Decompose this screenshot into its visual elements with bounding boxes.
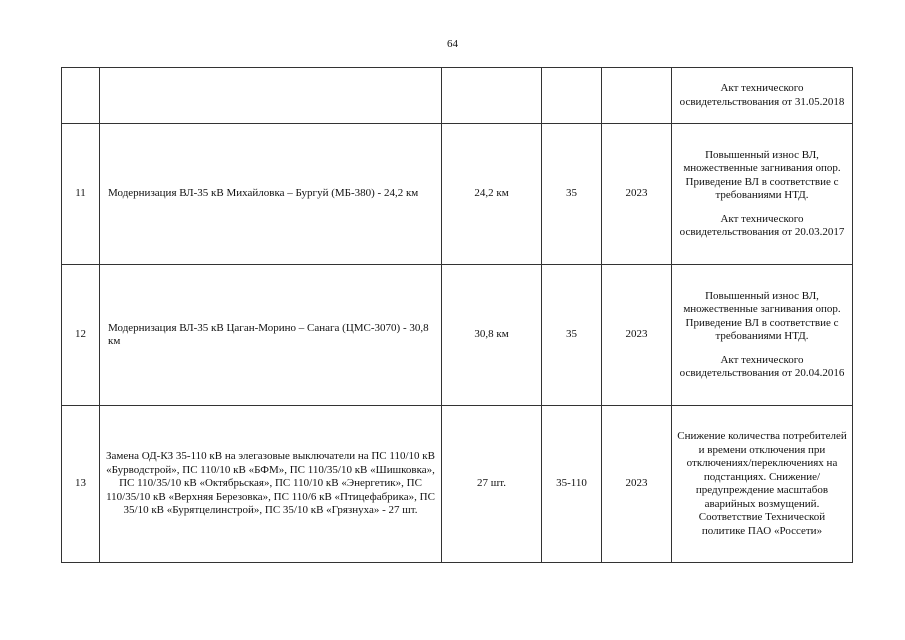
quantity-cell: 24,2 км xyxy=(442,124,542,265)
row-number-cell: 13 xyxy=(62,406,100,563)
voltage-cell: 35 xyxy=(542,124,602,265)
table-row xyxy=(62,265,853,406)
quantity-cell xyxy=(442,68,542,124)
inspection-act-text: Акт технического освидетельствования от 20.04.2016 xyxy=(679,353,845,379)
quantity-cell: 30,8 км xyxy=(442,265,542,406)
year-cell: 2023 xyxy=(602,265,672,406)
inspection-act-text: Акт технического освидетельствования от 31.05.2018 xyxy=(679,82,845,108)
project-name-cell: Замена ОД-КЗ 35-110 кВ на элегазовые выключатели на ПС 110/10 кВ «Бурводстрой», ПС 110/10 кВ «БФМ», ПС 110/35/10 кВ «Шишковка», ПС 110/35/10 кВ «Октябрьская», ПС 110/10 кВ «Энергетик», ПС 110/35/10 кВ «Верхняя Березовка», ПС 110/6 кВ «Птицефабрика», ПС 35/10 кВ «Бурятцелинстрой», ПС 35/10 кВ «Грязнуха» - 27 шт. xyxy=(100,406,442,563)
inspection-act-text: Акт технического освидетельствования от 20.03.2017 xyxy=(679,212,845,238)
justification-text: Повышенный износ ВЛ, множественные загнивания опор. Приведение ВЛ в соответствие с требованиями НТД. xyxy=(683,289,841,342)
justification-text: Снижение количества потребителей и времени отключения при отключениях/переключениях на подстанциях. Снижение/предупреждение масштабов аварийных возмущений. Соответствие Технической политике ПАО «Россети» xyxy=(677,430,847,537)
page-number: 64 xyxy=(447,38,458,50)
project-name-cell: Модернизация ВЛ-35 кВ Цаган-Морино – Санага (ЦМС-3070) - 30,8 км xyxy=(100,265,442,406)
justification-cell xyxy=(672,68,853,124)
table-row xyxy=(62,406,853,563)
row-number-cell: 12 xyxy=(62,265,100,406)
quantity-cell: 27 шт. xyxy=(442,406,542,563)
voltage-cell xyxy=(542,68,602,124)
project-name-cell: Модернизация ВЛ-35 кВ Михайловка – Бургуй (МБ-380) - 24,2 км xyxy=(100,124,442,265)
project-name-cell xyxy=(100,68,442,124)
row-number-cell: 11 xyxy=(62,124,100,265)
year-cell xyxy=(602,68,672,124)
row-number-cell xyxy=(62,68,100,124)
voltage-cell: 35-110 xyxy=(542,406,602,563)
investment-table xyxy=(61,67,853,563)
justification-text: Повышенный износ ВЛ, множественные загнивания опор. Приведение ВЛ в соответствие с требованиями НТД. xyxy=(683,148,841,201)
voltage-cell: 35 xyxy=(542,265,602,406)
justification-cell xyxy=(672,406,853,563)
year-cell: 2023 xyxy=(602,124,672,265)
table-row xyxy=(62,68,853,124)
year-cell: 2023 xyxy=(602,406,672,563)
justification-cell xyxy=(672,265,853,406)
table-row xyxy=(62,124,853,265)
justification-cell xyxy=(672,124,853,265)
